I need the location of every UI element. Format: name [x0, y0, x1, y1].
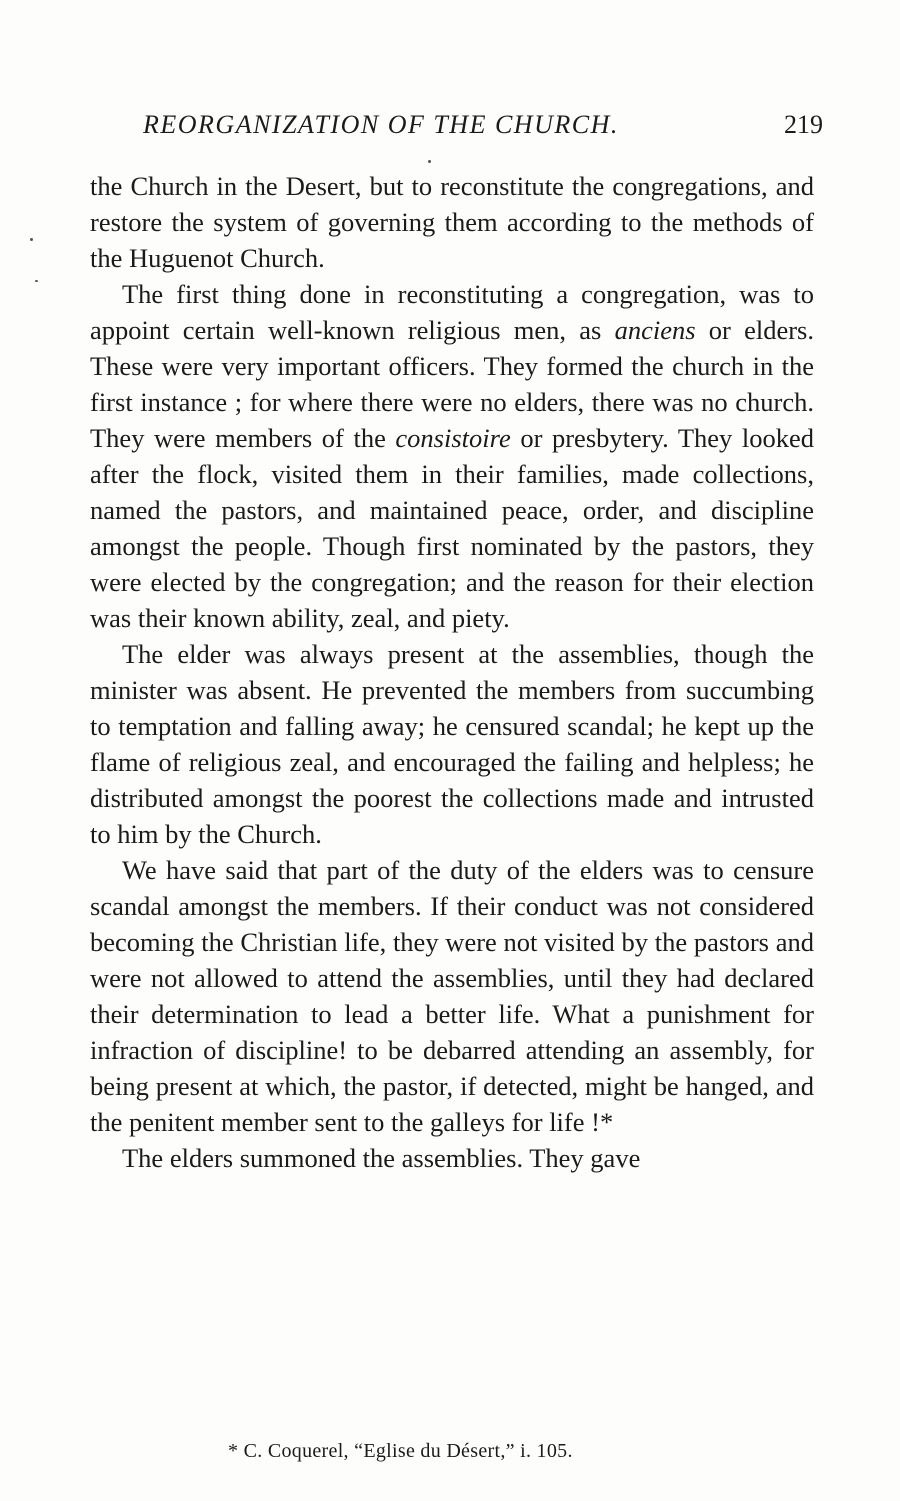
paragraph	[90, 636, 814, 852]
text-run: the Church in the Desert, but to reconstitute the congregations, and restore the system of governing them according to the methods of the Huguenot Church.	[90, 171, 814, 273]
text-run: The first thing done in reconstituting a congregation, was to appoint certain well-known religious men, as	[90, 279, 814, 345]
print-speck	[35, 280, 38, 282]
footnote: * C. Coquerel, “Eglise du Désert,” i. 105.	[228, 1440, 573, 1462]
paragraph	[90, 852, 814, 1140]
italic-term: consistoire	[395, 423, 511, 453]
body-text	[90, 168, 814, 1176]
text-run: The elder was always present at the assemblies, though the minister was absent. He prevented the members from succumbing to temptation and falling away; he censured scandal; he kept up the flame of religious zeal, and encouraged the failing and helpless; he distributed amongst the poorest the collections made and intrusted to him by the Church.	[90, 639, 814, 849]
running-header	[143, 110, 823, 150]
paragraph	[90, 1140, 814, 1176]
text-run: or presbytery. They looked after the flock, visited them in their families, made collections, named the pastors, and maintained peace, order, and discipline amongst the people. Though first nominated by the pastors, they were elected by the congregation; and the reason for their election was their known ability, zeal, and piety.	[90, 423, 814, 633]
text-run: We have said that part of the duty of the elders was to censure scandal amongst the members. If their conduct was not considered becoming the Christian life, they were not visited by the pastors and were not allowed to attend the assemblies, until they had declared their determination to lead a better life. What a punishment for infraction of discipline! to be debarred attending an assembly, for being present at which, the pastor, if detected, might be hanged, and the penitent member sent to the galleys for life !*	[90, 855, 814, 1137]
page-number: 219	[784, 110, 823, 139]
print-speck	[30, 238, 33, 241]
paragraph	[90, 168, 814, 276]
chapter-title: REORGANIZATION OF THE CHURCH.	[143, 110, 619, 139]
paragraph	[90, 276, 814, 636]
italic-term: anciens	[614, 315, 696, 345]
text-run: or elders. These were very important officers. They formed the church in the first instance ; for where there were no elders, there was no church. They were members of the	[90, 315, 814, 453]
print-speck	[428, 160, 431, 163]
text-run: The elders summoned the assemblies. They gave	[122, 1143, 641, 1173]
